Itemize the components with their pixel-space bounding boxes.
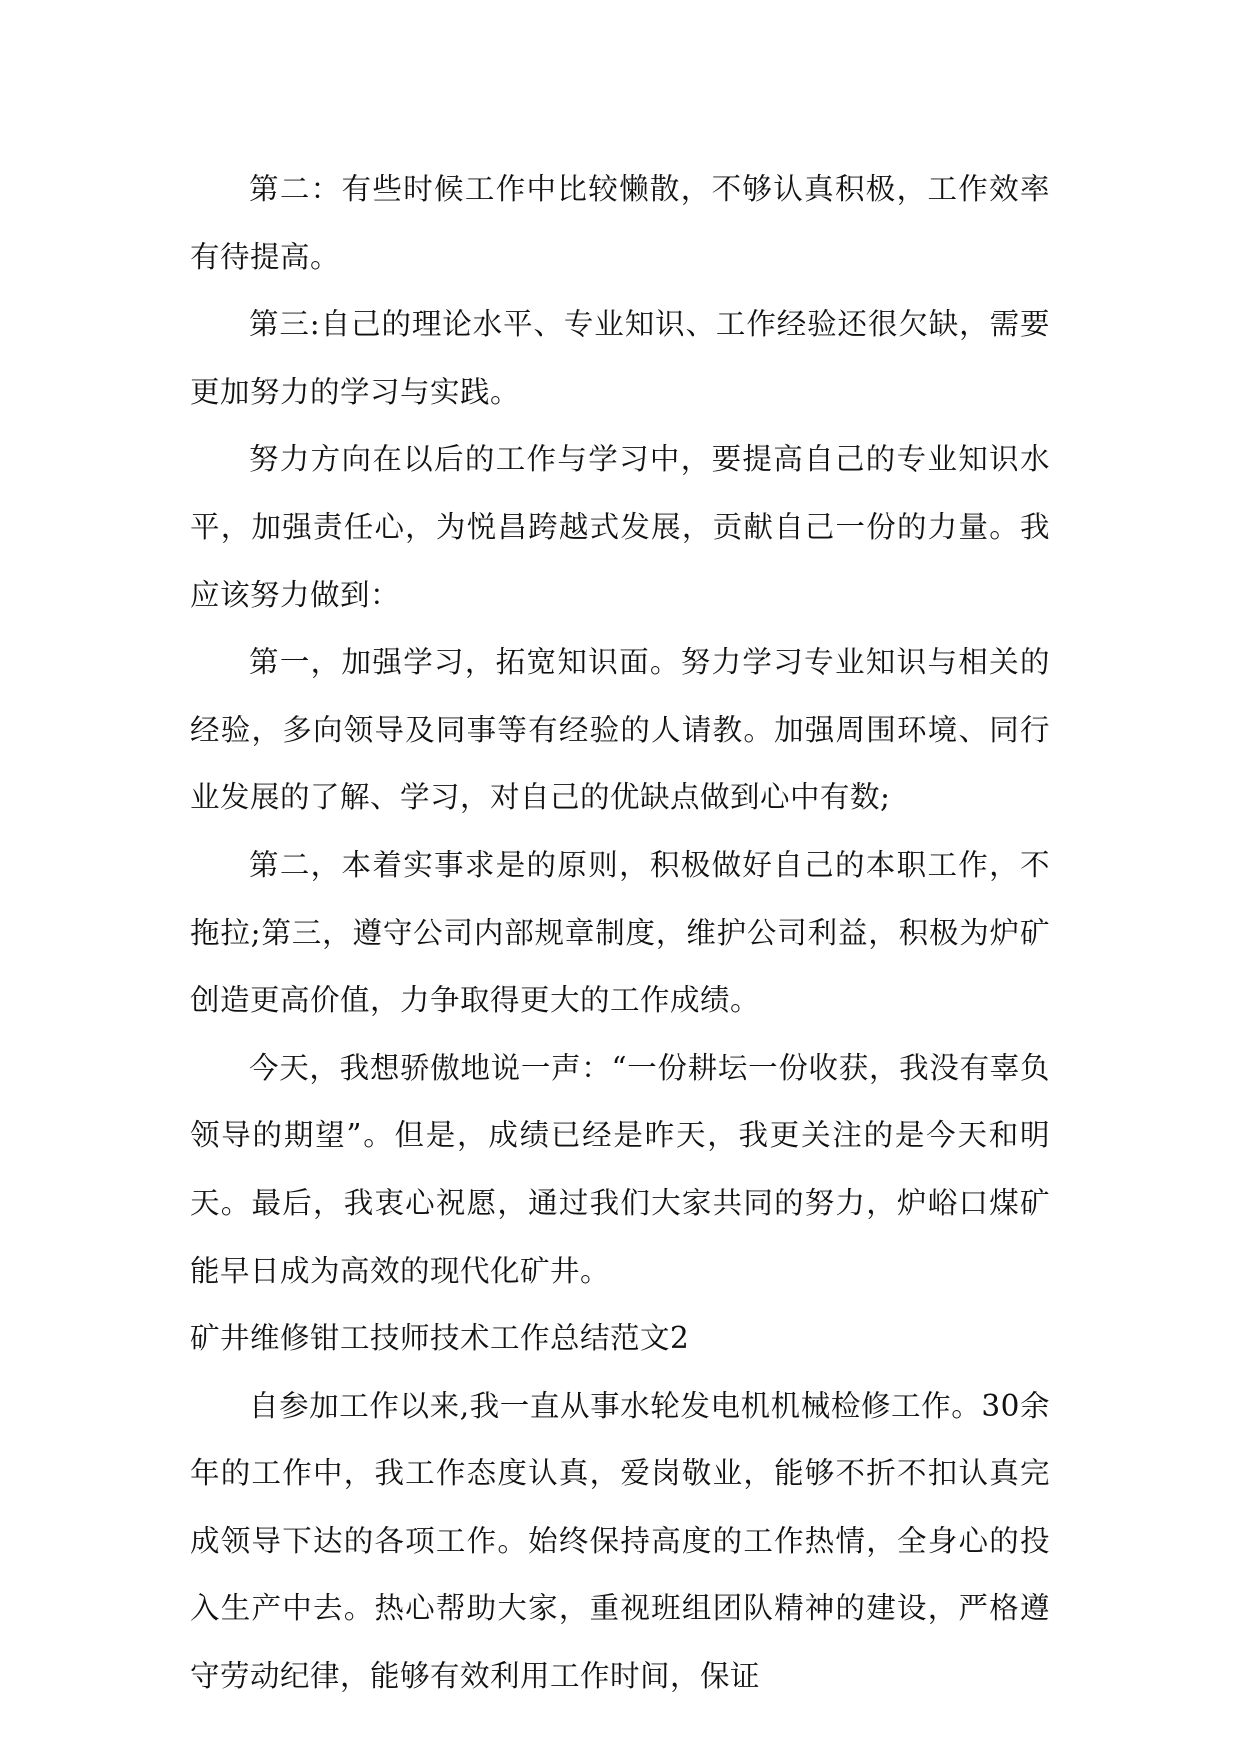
paragraph: 自参加工作以来,我一直从事水轮发电机机械检修工作。30余年的工作中，我工作态度认真，爱岗敬业，能够不折不扣认真完成领导下达的各项工作。始终保持高度的工作热情，全身心的投入生产中去。热心帮助大家，重视班组团队精神的建设，严格遵守劳动纪律，能够有效利用工作时间，保证 [190, 1388, 1050, 1694]
document-body [190, 156, 1050, 1711]
paragraph: 第一，加强学习，拓宽知识面。努力学习专业知识与相关的经验，多向领导及同事等有经验的人请教。加强周围环境、同行业发展的了解、学习，对自己的优缺点做到心中有数; [190, 645, 1050, 815]
paragraph: 今天，我想骄傲地说一声：“一份耕坛一份收获，我没有辜负领导的期望”。但是，成绩已经是昨天，我更关注的是今天和明天。最后，我衷心祝愿，通过我们大家共同的努力，炉峪口煤矿能早日成为高效的现代化矿井。 [190, 1050, 1050, 1288]
paragraph: 第三:自己的理论水平、专业知识、工作经验还很欠缺，需要更加努力的学习与实践。 [190, 307, 1050, 409]
paragraph: 努力方向在以后的工作与学习中，要提高自己的专业知识水平，加强责任心，为悦昌跨越式发展，贡献自己一份的力量。我应该努力做到： [190, 442, 1050, 612]
paragraph: 第二：有些时候工作中比较懒散，不够认真积极，工作效率有待提高。 [190, 172, 1050, 274]
section-heading: 矿井维修钳工技师技术工作总结范文2 [190, 1321, 690, 1356]
paragraph: 第二，本着实事求是的原则，积极做好自己的本职工作，不拖拉;第三，遵守公司内部规章制度，维护公司利益，积极为炉矿创造更高价值，力争取得更大的工作成绩。 [190, 847, 1050, 1018]
